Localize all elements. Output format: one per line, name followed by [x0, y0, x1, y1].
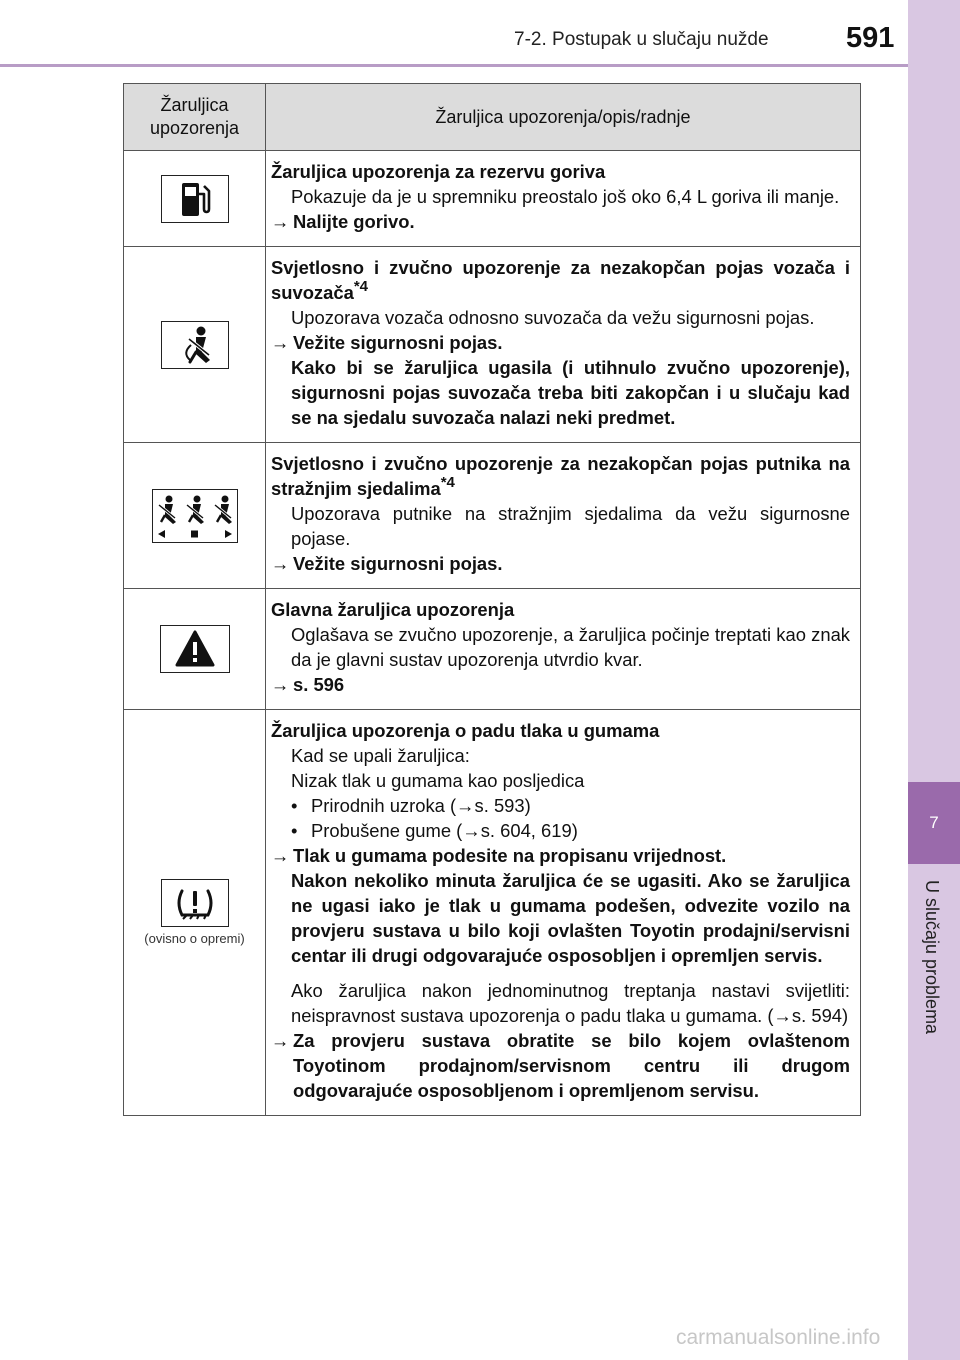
row-action — [271, 672, 850, 697]
rear-seatbelt-icon — [152, 489, 238, 543]
chapter-number: 7 — [929, 813, 939, 832]
optional-equipment-note: (ovisno o opremi) — [144, 931, 245, 946]
row-action — [271, 330, 850, 355]
row-description: Upozorava putnike na stražnjim sjedalima da vežu sigurnosne pojase. — [291, 503, 850, 549]
description-cell — [266, 247, 861, 443]
list-item — [271, 793, 850, 818]
chapter-side-label: U slučaju problema — [922, 880, 942, 1035]
row-description: Nizak tlak u gumama kao posljedica — [291, 770, 585, 791]
row-action — [271, 209, 850, 234]
arrow-symbol: → — [773, 1005, 792, 1026]
description-cell — [266, 589, 861, 710]
description-cell — [266, 151, 861, 247]
arrow-symbol: → — [271, 1030, 290, 1051]
page-number: 591 — [846, 22, 895, 54]
arrow-symbol: → — [456, 795, 475, 816]
table-row — [124, 443, 861, 589]
arrow-symbol: → — [271, 674, 290, 695]
row-action-text: Vežite sigurnosni pojas. — [293, 553, 503, 574]
bullet-symbol: • — [291, 820, 298, 841]
chapter-number-tab[interactable] — [908, 782, 960, 864]
table-row — [124, 247, 861, 443]
paragraph-spacer — [271, 968, 850, 978]
watermark: carmanualsonline.info — [676, 1326, 881, 1349]
row-action-text: Nalijte gorivo. — [293, 211, 415, 232]
icon-cell — [124, 589, 266, 710]
table-row — [124, 151, 861, 247]
row-title-text: Svjetlosno i zvučno upozorenje za nezakopčan pojas putnika na stražnjim sjedalima — [271, 453, 850, 499]
row-description: Kad se upali žaruljica: — [291, 745, 470, 766]
row-action-detail: Kako bi se žaruljica ugasila (i utihnulo zvučno upozorenje), sigurnosni pojas suvozača treba biti zakopčan i u slučaju kad se na sjedalu suvozača nalazi neki predmet. — [291, 357, 850, 428]
page-reference-link[interactable]: s. 594) — [791, 1005, 849, 1026]
footnote-marker: *4 — [440, 474, 455, 491]
page-reference-link[interactable]: s. 596 — [293, 674, 345, 695]
row-description: Pokazuje da je u spremniku preostalo još oko 6,4 L goriva ili manje. — [291, 186, 840, 207]
arrow-symbol: → — [271, 845, 290, 866]
row-description — [271, 978, 850, 1028]
paragraph-text: Ako žaruljica nakon jednominutnog treptanja nastavi svijetliti: neispravnost sustava upozorenja o padu tlaka u gumama. ( — [291, 980, 850, 1026]
fuel-pump-icon — [161, 175, 229, 223]
row-action — [271, 1028, 850, 1103]
page-reference-link[interactable]: s. 604, 619) — [480, 820, 578, 841]
table-row — [124, 710, 861, 1116]
row-title — [271, 255, 850, 305]
row-action-detail: Nakon nekoliko minuta žaruljica će se ugasiti. Ako se žaruljica ne ugasi iako je tlak u gumama podešen, odvezite vozilo na provjeru sustava u bilo koji ovlašten Toyotin prodajni/servisni centar ili drugi odgovarajuće osposobljen i opremljen servis. — [291, 870, 850, 966]
row-title: Žaruljica upozorenja za rezervu goriva — [271, 161, 606, 182]
description-cell — [266, 710, 861, 1116]
icon-cell — [124, 151, 266, 247]
seatbelt-icon — [161, 321, 229, 369]
chapter-side-strip — [908, 0, 960, 1360]
description-cell — [266, 443, 861, 589]
running-header-title: 7-2. Postupak u slučaju nužde — [514, 29, 769, 50]
row-action — [271, 843, 850, 868]
icon-cell — [124, 710, 266, 1116]
row-title-text: Svjetlosno i zvučno upozorenje za nezakopčan pojas vozača i suvozača — [271, 257, 850, 303]
icon-cell — [124, 443, 266, 589]
row-action-text: Vežite sigurnosni pojas. — [293, 332, 503, 353]
icon-cell — [124, 247, 266, 443]
warning-lights-table — [123, 83, 861, 1116]
row-description: Oglašava se zvučno upozorenje, a žaruljica počinje treptati kao znak da je glavni sustav upozorenja utvrdio kvar. — [291, 624, 850, 670]
table-row — [124, 589, 861, 710]
row-action-text: Za provjeru sustava obratite se bilo kojem ovlaštenom Toyotinom prodajnom/servisnom centru ili drugom odgovarajuće osposobljenom i opremljenom servisu. — [293, 1030, 850, 1101]
row-action-text: Tlak u gumama podesite na propisanu vrijednost. — [293, 845, 727, 866]
table-header-row — [124, 84, 861, 151]
row-title: Žaruljica upozorenja o padu tlaka u gumama — [271, 720, 660, 741]
bullet-symbol: • — [291, 795, 298, 816]
row-description: Upozorava vozača odnosno suvozača da vežu sigurnosni pojas. — [291, 307, 815, 328]
header-divider — [0, 64, 908, 67]
row-action — [271, 551, 850, 576]
list-item — [271, 818, 850, 843]
row-title — [271, 451, 850, 501]
row-title: Glavna žaruljica upozorenja — [271, 599, 515, 620]
footnote-marker: *4 — [353, 278, 368, 295]
arrow-symbol: → — [271, 553, 290, 574]
tire-pressure-icon — [161, 879, 229, 927]
column-header-light: Žaruljica upozorenja — [124, 84, 266, 151]
arrow-symbol: → — [462, 820, 481, 841]
column-header-description: Žaruljica upozorenja/opis/radnje — [266, 84, 861, 151]
arrow-symbol: → — [271, 332, 290, 353]
list-item-text: Probušene gume ( — [311, 820, 463, 841]
master-warning-icon — [160, 625, 230, 673]
list-item-text: Prirodnih uzroka ( — [311, 795, 457, 816]
page-reference-link[interactable]: s. 593) — [474, 795, 531, 816]
arrow-symbol: → — [271, 211, 290, 232]
